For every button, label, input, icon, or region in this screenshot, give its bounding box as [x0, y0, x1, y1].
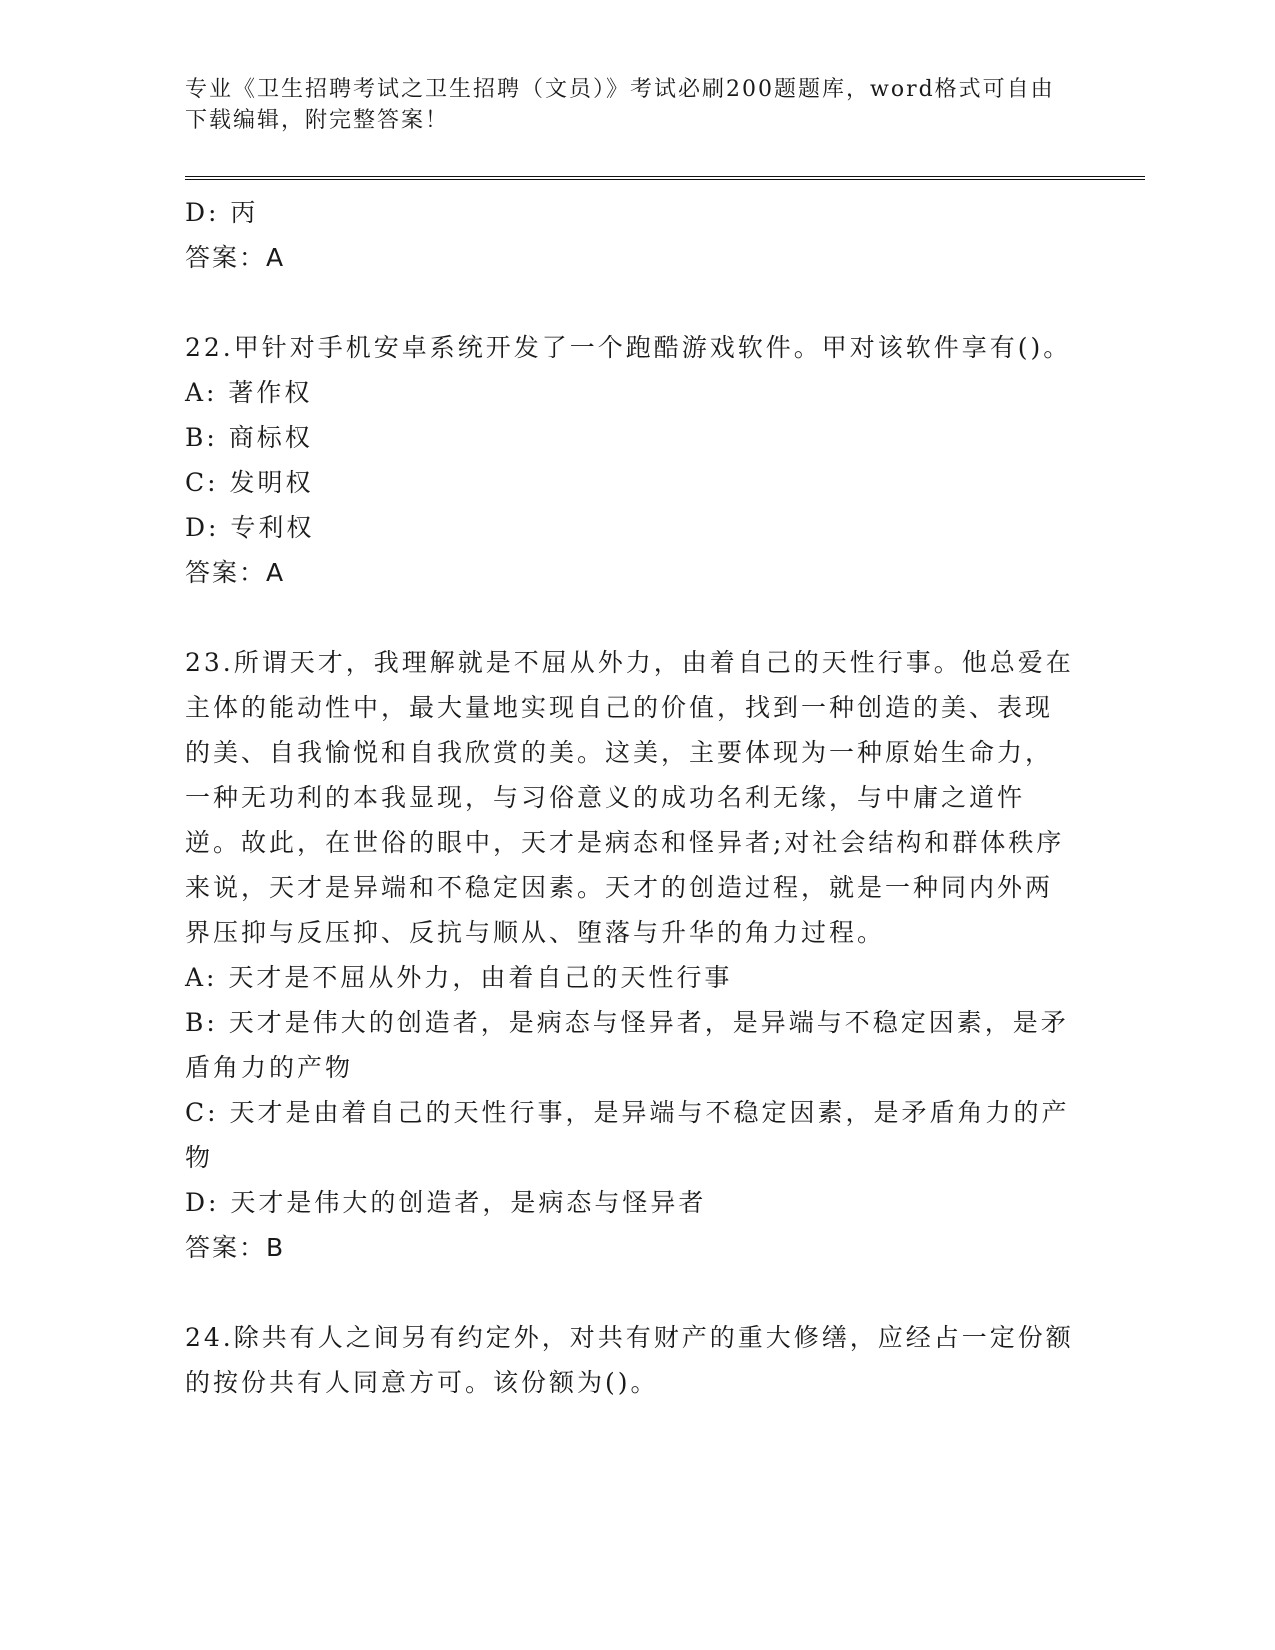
- answer-line: 答案：A: [185, 558, 286, 587]
- question-22: [185, 325, 1075, 595]
- prev-question: [185, 190, 1075, 280]
- document-body: [185, 190, 1075, 1405]
- option-d: D: 丙: [185, 198, 259, 227]
- question-24: [185, 1315, 1075, 1405]
- answer-line: 答案：A: [185, 243, 286, 272]
- header-divider: [185, 176, 1145, 180]
- option-c: C: 发明权: [185, 468, 314, 497]
- option-b: B: 天才是伟大的创造者，是病态与怪异者，是异端与不稳定因素，是矛盾角力的产物: [185, 1008, 1069, 1082]
- option-b: B: 商标权: [185, 423, 313, 452]
- question-stem: 23.所谓天才，我理解就是不屈从外力，由着自己的天性行事。他总爱在主体的能动性中，最大量地实现自己的价值，找到一种创造的美、表现的美、自我愉悦和自我欣赏的美。这美，主要体现为一种原始生命力，一种无功利的本我显现，与习俗意义的成功名利无缘，与中庸之道忤逆。故此，在世俗的眼中，天才是病态和怪异者;对社会结构和群体秩序来说，天才是异端和不稳定因素。天才的创造过程，就是一种同内外两界压抑与反压抑、反抗与顺从、堕落与升华的角力过程。: [185, 648, 1074, 947]
- option-c: C: 天才是由着自己的天性行事，是异端与不稳定因素，是矛盾角力的产物: [185, 1098, 1070, 1172]
- option-a: A: 天才是不屈从外力，由着自己的天性行事: [185, 963, 733, 992]
- question-stem: 22.甲针对手机安卓系统开发了一个跑酷游戏软件。甲对该软件享有()。: [185, 333, 1072, 362]
- option-d: D: 专利权: [185, 513, 315, 542]
- question-stem: 24.除共有人之间另有约定外，对共有财产的重大修缮，应经占一定份额的按份共有人同意方可。该份额为()。: [185, 1323, 1074, 1397]
- option-a: A: 著作权: [185, 378, 313, 407]
- question-23: [185, 640, 1075, 1270]
- page-header: 专业《卫生招聘考试之卫生招聘（文员）》考试必刷200题题库，word格式可自由下载编辑，附完整答案！: [185, 77, 1055, 133]
- answer-line: 答案：B: [185, 1233, 286, 1262]
- option-d: D: 天才是伟大的创造者，是病态与怪异者: [185, 1188, 707, 1217]
